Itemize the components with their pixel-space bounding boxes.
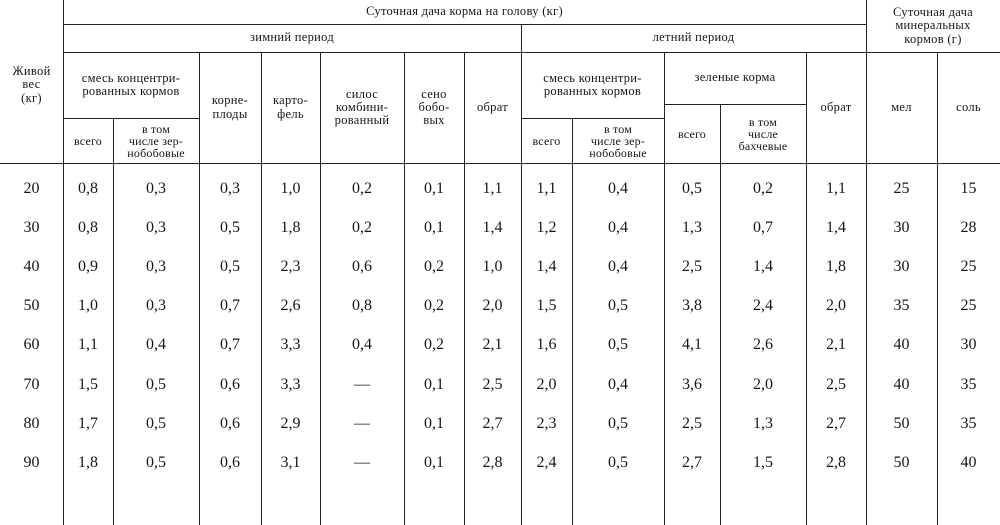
cell-summer-skim: 2,1 <box>826 335 846 353</box>
cell-silage: 0,2 <box>352 218 372 236</box>
rule <box>0 163 1000 164</box>
header-winter-concentrate: смесь концентри- рованных кормов <box>81 70 181 98</box>
cell-hay: 0,1 <box>424 375 444 393</box>
cell-hay: 0,1 <box>424 453 444 471</box>
cell-weight: 60 <box>23 335 40 353</box>
header-root-crops: корне- плоды <box>211 93 249 121</box>
cell-winter-legume: 0,3 <box>146 296 166 314</box>
header-winter-legume: в том числе зер- нобобовые <box>127 121 185 160</box>
cell-salt: 28 <box>960 218 977 236</box>
cell-weight: 90 <box>23 453 40 471</box>
cell-salt: 35 <box>960 414 977 432</box>
header-chalk: мел <box>891 99 912 114</box>
cell-chalk: 50 <box>893 453 910 471</box>
header-summer-total: всего <box>532 133 561 148</box>
cell-summer-legume: 0,5 <box>608 335 628 353</box>
cell-potato: 3,3 <box>280 335 301 353</box>
cell-summer-legume: 0,5 <box>608 296 628 314</box>
cell-salt: 40 <box>960 453 977 471</box>
header-summer-concentrate: смесь концентри- рованных кормов <box>543 70 642 98</box>
cell-potato: 2,6 <box>280 296 301 314</box>
cell-melon: 1,5 <box>753 453 773 471</box>
cell-melon: 1,4 <box>753 257 773 275</box>
cell-green-total: 2,5 <box>682 257 702 275</box>
cell-root-crops: 0,7 <box>220 335 240 353</box>
cell-chalk: 30 <box>893 218 910 236</box>
cell-melon: 2,4 <box>753 296 773 314</box>
cell-summer-total: 1,2 <box>536 218 557 236</box>
header-green-total: всего <box>677 126 707 141</box>
header-potato: карто- фель <box>272 93 309 121</box>
cell-hay: 0,2 <box>424 296 444 314</box>
cell-summer-skim: 2,7 <box>826 414 846 432</box>
cell-winter-legume: 0,3 <box>146 179 166 197</box>
cell-chalk: 50 <box>893 414 910 432</box>
cell-green-total: 1,3 <box>682 218 702 236</box>
cell-winter-total: 1,0 <box>78 296 98 314</box>
header-winter-period: зимний период <box>249 30 335 45</box>
cell-winter-total: 1,5 <box>78 375 98 393</box>
cell-hay: 0,1 <box>424 218 444 236</box>
cell-chalk: 25 <box>893 179 910 197</box>
cell-summer-total: 2,0 <box>536 375 557 393</box>
cell-silage: 0,4 <box>352 335 372 353</box>
cell-winter-skim: 2,0 <box>482 296 503 314</box>
cell-winter-legume: 0,3 <box>146 257 166 275</box>
cell-summer-legume: 0,5 <box>608 414 628 432</box>
header-salt: соль <box>956 99 981 114</box>
cell-summer-total: 1,4 <box>536 257 557 275</box>
header-winter-total: всего <box>73 133 103 148</box>
cell-melon: 0,7 <box>753 218 773 236</box>
cell-green-total: 2,7 <box>682 453 702 471</box>
cell-silage: 0,8 <box>352 296 372 314</box>
cell-winter-total: 1,7 <box>78 414 98 432</box>
cell-chalk: 40 <box>893 335 910 353</box>
cell-summer-legume: 0,5 <box>608 453 628 471</box>
header-green-feed: зеленые корма <box>694 70 776 85</box>
cell-potato: 2,3 <box>280 257 301 275</box>
cell-silage: — <box>354 453 370 471</box>
cell-root-crops: 0,6 <box>220 453 240 471</box>
cell-silage: 0,6 <box>352 257 372 275</box>
cell-potato: 1,8 <box>280 218 301 236</box>
cell-hay: 0,1 <box>424 414 444 432</box>
cell-salt: 25 <box>960 257 977 275</box>
cell-salt: 35 <box>960 375 977 393</box>
cell-summer-skim: 1,4 <box>826 218 846 236</box>
cell-winter-total: 1,8 <box>78 453 98 471</box>
cell-root-crops: 0,6 <box>220 375 240 393</box>
cell-salt: 30 <box>960 335 977 353</box>
cell-winter-total: 0,8 <box>78 218 98 236</box>
header-daily-feed: Суточная дача корма на голову (кг) <box>366 4 563 19</box>
cell-weight: 30 <box>23 218 40 236</box>
cell-weight: 70 <box>23 375 40 393</box>
cell-summer-legume: 0,4 <box>608 179 628 197</box>
cell-silage: 0,2 <box>352 179 372 197</box>
cell-winter-legume: 0,4 <box>146 335 166 353</box>
cell-summer-total: 2,4 <box>536 453 557 471</box>
header-silage: силос комбини- рованный <box>334 86 390 128</box>
cell-melon: 2,0 <box>753 375 773 393</box>
cell-winter-skim: 2,8 <box>482 453 503 471</box>
cell-summer-skim: 2,5 <box>826 375 846 393</box>
cell-chalk: 35 <box>893 296 910 314</box>
cell-melon: 1,3 <box>753 414 773 432</box>
cell-summer-skim: 2,8 <box>826 453 846 471</box>
cell-chalk: 30 <box>893 257 910 275</box>
cell-hay: 0,2 <box>424 335 444 353</box>
cell-winter-total: 0,8 <box>78 179 98 197</box>
cell-winter-legume: 0,5 <box>146 375 166 393</box>
cell-summer-legume: 0,4 <box>608 375 628 393</box>
cell-salt: 15 <box>960 179 977 197</box>
cell-winter-skim: 1,4 <box>482 218 503 236</box>
cell-potato: 2,9 <box>280 414 301 432</box>
cell-melon: 2,6 <box>753 335 773 353</box>
cell-weight: 50 <box>23 296 40 314</box>
cell-winter-total: 1,1 <box>78 335 98 353</box>
cell-weight: 40 <box>23 257 40 275</box>
cell-root-crops: 0,6 <box>220 414 240 432</box>
cell-chalk: 40 <box>893 375 910 393</box>
cell-summer-total: 1,6 <box>536 335 557 353</box>
cell-summer-skim: 2,0 <box>826 296 846 314</box>
header-legume-hay: сено бобо- вых <box>418 86 450 128</box>
header-summer-skim-milk: обрат <box>820 99 852 114</box>
cell-root-crops: 0,3 <box>220 179 240 197</box>
cell-winter-skim: 2,7 <box>482 414 503 432</box>
cell-summer-legume: 0,4 <box>608 257 628 275</box>
cell-root-crops: 0,7 <box>220 296 240 314</box>
cell-hay: 0,1 <box>424 179 444 197</box>
cell-root-crops: 0,5 <box>220 257 240 275</box>
header-summer-period: летний период <box>652 30 735 45</box>
header-summer-legume: в том числе зер- нобобовые <box>589 121 647 160</box>
cell-summer-total: 1,5 <box>536 296 557 314</box>
cell-summer-legume: 0,4 <box>608 218 628 236</box>
cell-winter-skim: 2,5 <box>482 375 503 393</box>
cell-green-total: 3,8 <box>682 296 702 314</box>
cell-winter-skim: 2,1 <box>482 335 503 353</box>
cell-winter-skim: 1,0 <box>482 257 503 275</box>
cell-potato: 1,0 <box>280 179 301 197</box>
cell-root-crops: 0,5 <box>220 218 240 236</box>
cell-green-total: 0,5 <box>682 179 702 197</box>
cell-winter-legume: 0,3 <box>146 218 166 236</box>
cell-potato: 3,3 <box>280 375 301 393</box>
cell-melon: 0,2 <box>753 179 773 197</box>
header-winter-skim-milk: обрат <box>476 99 509 114</box>
cell-winter-legume: 0,5 <box>146 453 166 471</box>
cell-silage: — <box>354 414 370 432</box>
cell-summer-total: 2,3 <box>536 414 557 432</box>
header-mineral-feed: Суточная дача минеральных кормов (г) <box>892 5 974 46</box>
cell-salt: 25 <box>960 296 977 314</box>
cell-winter-legume: 0,5 <box>146 414 166 432</box>
cell-summer-skim: 1,8 <box>826 257 846 275</box>
cell-winter-skim: 1,1 <box>482 179 503 197</box>
cell-potato: 3,1 <box>280 453 301 471</box>
header-melon-crops: в том числе бахчевые <box>738 114 788 153</box>
cell-hay: 0,2 <box>424 257 444 275</box>
cell-weight: 80 <box>23 414 40 432</box>
header-weight: Живой вес (кг) <box>12 64 51 105</box>
cell-summer-skim: 1,1 <box>826 179 846 197</box>
cell-silage: — <box>354 375 370 393</box>
cell-summer-total: 1,1 <box>536 179 557 197</box>
cell-winter-total: 0,9 <box>78 257 98 275</box>
cell-green-total: 3,6 <box>682 375 702 393</box>
cell-weight: 20 <box>23 179 40 197</box>
cell-green-total: 4,1 <box>682 335 702 353</box>
cell-green-total: 2,5 <box>682 414 702 432</box>
